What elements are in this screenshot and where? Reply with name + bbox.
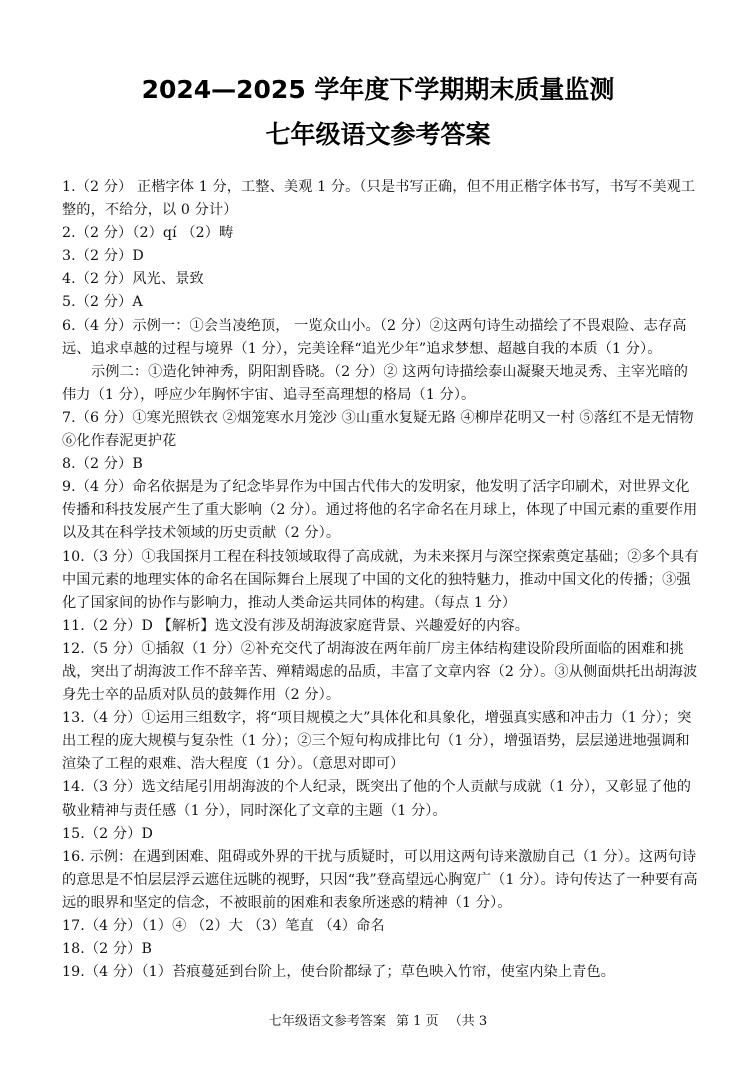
answer-item: 11.（2 分）D 【解析】选文没有涉及胡海波家庭背景、兴趣爱好的内容。 [62,617,530,634]
page-subtitle: 七年级语文参考答案 [265,120,491,149]
answer-item: 19.（4 分）（1）苔痕蔓延到台阶上，使台阶都绿了；草色映入竹帘，使室内染上青色。 [62,964,615,981]
answer-list [62,176,702,984]
answer-item: 7.（6 分）①寒光照铁衣 ②烟笼寒水月笼沙 ③山重水复疑无路 ④柳岸花明又一村 ⑤落红不是无情物 ⑥化作春泥更护花 [62,409,694,450]
answer-item: 5.（2 分）A [62,294,143,311]
answer-item: 示例二：①造化钟神秀，阴阳割昏晓。（2 分）② 这两句诗描绘泰山凝聚天地灵秀、主宰光暗的伟力（1 分），呼应少年胸怀宇宙、追寻至高理想的格局（1 分）。 [62,363,689,403]
answer-item: 14.（3 分）选文结尾引用胡海波的个人纪录，既突出了他的个人贡献与成就（1 分），又彰显了他的敬业精神与责任感（1 分），同时深化了文章的主题（1 分）。 [62,779,692,819]
footer-page-number: 第 1 页 [396,1014,439,1029]
answer-item: 6.（4 分）示例一：①会当凌绝顶， 一览众山小。（2 分）②这两句诗生动描绘了不畏艰险、志存高远、追求卓越的过程与境界（1 分），完美诠释“追光少年”追求梦想、超越自我的本质（1 分）。 [62,317,687,357]
answer-item: 10.（3 分）①我国探月工程在科技领域取得了高成就，为未来探月与深空探索奠定基础；②多个具有中国元素的地理实体的命名在国际舞台上展现了中国的文化的独特魅力，推动中国文化的传播；③强化了国家间的协作与影响力，推动人类命运共同体的构建。（每点 1 分） [62,548,699,611]
answer-item: 16. 示例：在遇到困难、阻碍或外界的干扰与质疑时，可以用这两句诗来激励自己（1 分）。这两句诗的意思是不怕层层浮云遮住远眺的视野，只因“我”登高望远心胸宽广（1 分）。诗句传达了一种要有高远的眼界和坚定的信念，不被眼前的困难和表象所迷惑的精神（1 分）。 [62,848,698,911]
answer-item: 13.（4 分）①运用三组数字，将“项目规模之大”具体化和具象化，增强真实感和冲击力（1 分）；突出工程的庞大规模与复杂性（1 分）；②三个短句构成排比句（1 分），增强语势，层层递进地强调和渲染了工程的艰难、浩大程度（1 分）。（意思对即可） [62,710,692,773]
answer-item: 4.（2 分）风光、景致 [62,271,204,288]
page-title: 2024—2025 学年度下学期期末质量监测 [141,75,615,104]
answer-item: 17.（4 分）（1）④ （2）大 （3）笔直 （4）命名 [62,918,385,934]
answer-item: 2.（2 分）（2）qí （2）畴 [62,225,234,242]
answer-item: 1.（2 分） 正楷字体 1 分，工整、美观 1 分。（只是书写正确，但不用正楷字体书写，书写不美观工整的，不给分，以 0 分计） [62,179,696,219]
page-footer [0,1010,756,1029]
answer-item: 3.（2 分）D [62,248,144,265]
answer-item: 18.（2 分）B [62,941,152,958]
answer-item: 12.（5 分）①插叙（1 分）②补充交代了胡海波在两年前厂房主体结构建设阶段所面临的困难和挑战，突出了胡海波工作不辞辛苦、殚精竭虑的品质，丰富了文章内容（2 分）。③从侧面烘托出胡海波身先士卒的品质对队员的鼓舞作用（2 分）。 [62,640,698,704]
footer-total-pages: （共 3 [448,1014,488,1029]
answer-item: 15.（2 分）D [62,825,153,842]
answer-item: 8.（2 分）B [62,456,143,473]
footer-label: 七年级语文参考答案 [268,1014,386,1029]
answer-item: 9.（4 分）命名依据是为了纪念毕昇作为中国古代伟大的发明家，他发明了活字印刷术，对世界文化传播和科技发展产生了重大影响（2 分）。通过将他的名字命名在月球上，体现了中国元素的重要作用以及其在科学技术领域的历史贡献（2 分）。 [62,479,698,542]
